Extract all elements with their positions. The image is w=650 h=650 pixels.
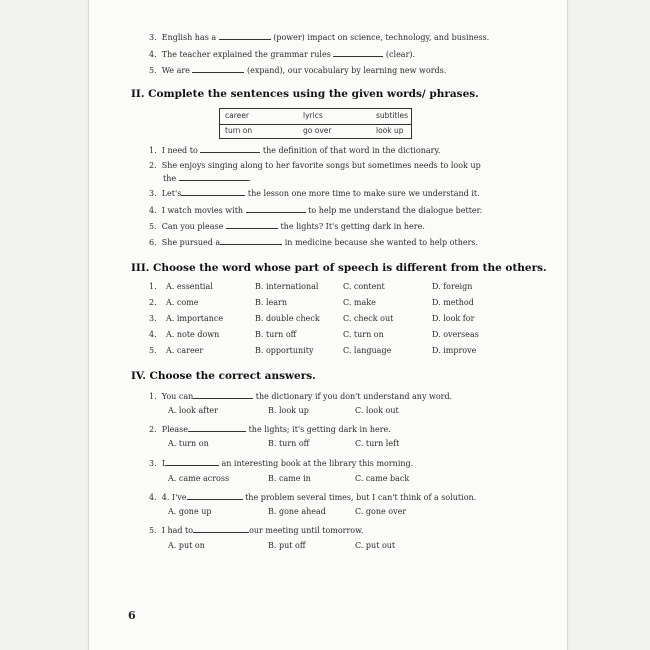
option-c[interactable]: C. content	[343, 282, 385, 291]
option-b[interactable]: B. gone ahead	[268, 507, 326, 516]
item-number: 1.	[149, 392, 157, 401]
option-c[interactable]: C. turn left	[355, 439, 400, 448]
prev-item-4	[149, 48, 415, 60]
question-line	[149, 423, 391, 435]
option-b[interactable]: B. double check	[255, 314, 320, 323]
word-bank-item: go over	[303, 126, 332, 135]
section-4-heading: IV. Choose the correct answers.	[131, 370, 316, 382]
sentence-text: I	[161, 459, 165, 468]
option-d[interactable]: D. overseas	[432, 330, 479, 339]
s2-item-5	[149, 220, 425, 232]
word-bank-row	[220, 109, 411, 125]
s2-item-1	[149, 144, 440, 156]
word-bank-item: lyrics	[303, 111, 323, 120]
question-line	[149, 457, 413, 469]
answer-blank[interactable]	[179, 172, 249, 181]
section-3-heading: III. Choose the word whose part of speech is different from the others.	[131, 262, 547, 274]
item-number: 2.	[149, 161, 157, 170]
item-number: 2.	[149, 298, 157, 307]
item-number: 5.	[149, 66, 157, 75]
item-number: 4.	[149, 493, 157, 502]
option-d[interactable]: D. improve	[432, 346, 477, 355]
sentence-text: the	[163, 174, 177, 183]
sentence-text: You can	[161, 392, 194, 401]
question-line	[149, 390, 452, 402]
sentence-text: our meeting until tomorrow.	[249, 526, 364, 535]
item-number: 3.	[149, 314, 157, 323]
sentence-text: Please	[161, 425, 189, 434]
option-a[interactable]: A. turn on	[168, 439, 209, 448]
sentence-text: the problem several times, but I can't think of a solution.	[245, 493, 477, 502]
answer-blank[interactable]	[193, 524, 249, 533]
sentence-text: the lights? It's getting dark in here.	[280, 222, 425, 231]
sentence-text: Let's	[161, 189, 182, 198]
option-a[interactable]: A. put on	[168, 541, 205, 550]
sentence-text: I need to	[161, 146, 198, 155]
option-c[interactable]: C. look out	[355, 406, 399, 415]
item-number: 4.	[149, 330, 157, 339]
prev-item-5	[149, 64, 446, 76]
item-number: 3.	[149, 189, 157, 198]
option-a[interactable]: A. came across	[168, 474, 230, 483]
sentence-text: the definition of that word in the dictionary.	[262, 146, 441, 155]
option-c[interactable]: C. language	[343, 346, 392, 355]
option-b[interactable]: B. international	[255, 282, 319, 291]
option-d[interactable]: D. look for	[432, 314, 475, 323]
word-bank-item: subtitles	[376, 111, 408, 120]
option-a[interactable]: A. come	[166, 298, 199, 307]
word-bank-box	[219, 108, 412, 139]
sentence-text: in medicine because she wanted to help others.	[284, 238, 479, 247]
option-c[interactable]: C. came back	[355, 474, 410, 483]
sentence-text: the lesson one more time to make sure we understand it.	[247, 189, 480, 198]
page-number: 6	[128, 609, 136, 622]
option-a[interactable]: A. career	[166, 346, 204, 355]
answer-blank[interactable]	[165, 457, 219, 466]
item-number: 5.	[149, 346, 157, 355]
sentence-text: to help me understand the dialogue better.	[308, 206, 483, 215]
item-number: 5.	[149, 222, 157, 231]
word-bank-item: turn on	[225, 126, 253, 135]
sentence-text: She enjoys singing along to her favorite songs but sometimes needs to look up	[161, 161, 481, 170]
word-bank-item: career	[225, 111, 249, 120]
sentence-text: the dictionary if you don't understand any word.	[255, 392, 453, 401]
answer-blank[interactable]	[220, 236, 282, 245]
option-b[interactable]: B. learn	[255, 298, 288, 307]
sentence-text: (expand), our vocabulary by learning new words.	[247, 66, 447, 75]
item-number: 4.	[149, 206, 157, 215]
answer-blank[interactable]	[181, 187, 245, 196]
item-number: 3.	[149, 33, 157, 42]
section-2-heading: II. Complete the sentences using the given words/ phrases.	[131, 88, 479, 100]
option-c[interactable]: C. make	[343, 298, 376, 307]
option-c[interactable]: C. turn on	[343, 330, 384, 339]
word-bank-item: look up	[376, 126, 404, 135]
answer-blank[interactable]	[246, 204, 306, 213]
option-d[interactable]: D. method	[432, 298, 474, 307]
item-number: 4.	[149, 50, 157, 59]
option-b[interactable]: B. turn off	[268, 439, 310, 448]
prev-item-3	[149, 31, 489, 43]
item-number: 6.	[149, 238, 157, 247]
item-number: 1.	[149, 282, 157, 291]
option-a[interactable]: A. essential	[166, 282, 213, 291]
s2-item-2	[149, 160, 481, 171]
item-number: 1.	[149, 146, 157, 155]
answer-blank[interactable]	[333, 48, 383, 57]
question-line	[149, 491, 476, 503]
answer-blank[interactable]	[226, 220, 278, 229]
option-d[interactable]: D. foreign	[432, 282, 473, 291]
sentence-text: (clear).	[385, 50, 416, 59]
item-number: 5.	[149, 526, 157, 535]
option-b[interactable]: B. put off	[268, 541, 306, 550]
sentence-text: I had to	[161, 526, 194, 535]
item-number: 3.	[149, 459, 157, 468]
sentence-text: .	[248, 174, 252, 183]
s2-item-2-cont	[163, 172, 251, 184]
answer-blank[interactable]	[188, 423, 246, 432]
option-c[interactable]: C. put out	[355, 541, 396, 550]
sentence-text: I watch movies with	[161, 206, 244, 215]
sentence-text: 4. I've	[161, 493, 187, 502]
option-b[interactable]: B. turn off	[255, 330, 297, 339]
answer-blank[interactable]	[187, 491, 243, 500]
option-b[interactable]: B. look up	[268, 406, 309, 415]
answer-blank[interactable]	[193, 390, 253, 399]
option-a[interactable]: A. gone up	[168, 507, 212, 516]
sentence-text: (power) impact on science, technology, and business.	[273, 33, 490, 42]
sentence-text: English has a	[161, 33, 217, 42]
option-c[interactable]: C. gone over	[355, 507, 407, 516]
option-a[interactable]: A. look after	[168, 406, 218, 415]
option-a[interactable]: A. note down	[166, 330, 220, 339]
s2-item-4	[149, 204, 482, 216]
question-line	[149, 524, 364, 536]
answer-blank[interactable]	[219, 31, 271, 40]
sentence-text: She pursued a	[161, 238, 221, 247]
option-b[interactable]: B. opportunity	[255, 346, 314, 355]
s2-item-6	[149, 236, 478, 248]
answer-blank[interactable]	[200, 144, 260, 153]
option-a[interactable]: A. importance	[166, 314, 224, 323]
option-b[interactable]: B. came in	[268, 474, 311, 483]
answer-blank[interactable]	[192, 64, 244, 73]
sentence-text: We are	[161, 66, 190, 75]
sentence-text: an interesting book at the library this morning.	[221, 459, 414, 468]
item-number: 2.	[149, 425, 157, 434]
s2-item-3	[149, 187, 480, 199]
sentence-text: the lights; it's getting dark in here.	[248, 425, 391, 434]
sentence-text: Can you please	[161, 222, 224, 231]
sentence-text: The teacher explained the grammar rules	[161, 50, 331, 59]
word-bank-row	[220, 124, 411, 139]
option-c[interactable]: C. check out	[343, 314, 394, 323]
